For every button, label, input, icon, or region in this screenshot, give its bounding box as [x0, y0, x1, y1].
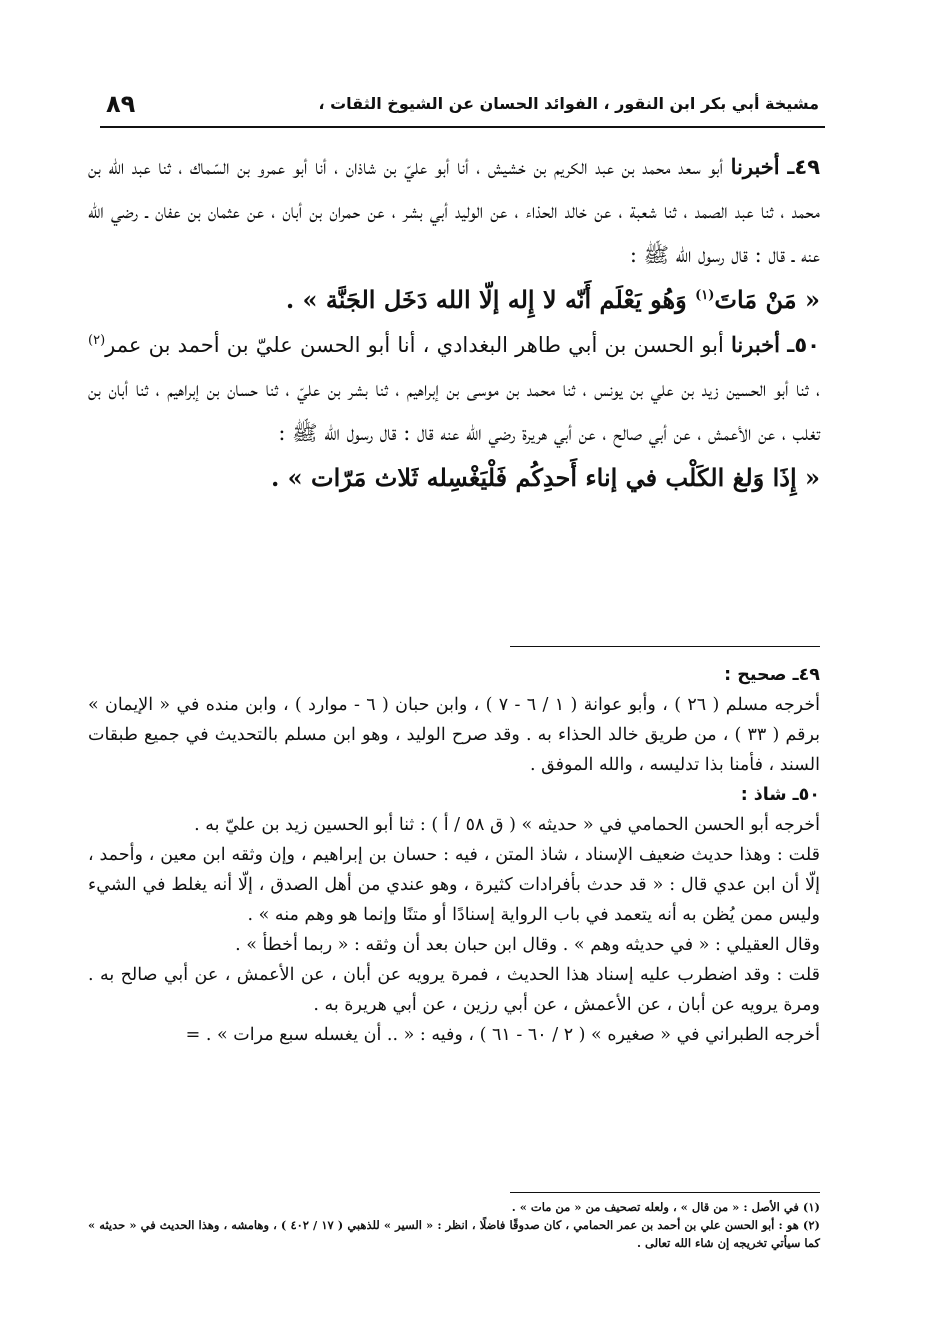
footnote-2: (٢) هو : أبو الحسن علي بن أحمد بن عمر الحمامي ، كان صدوقًا فاضلًا ، انظر : « السير » للذهبي ( ١٧ / ٤٠٢ ) ، وهامشه ، وهذا الحديث في « حديثه » كما سيأتي تخريجه إن شاء الله تعالى .	[88, 1218, 820, 1250]
commentary-line: أخرجه أبو الحسن الحمامي في « حديثه » ( ق ٥٨ / أ ) : ثنا أبو الحسين زيد بن عليّ به .	[194, 815, 820, 835]
hadith-50-matn: « إِذَا وَلغ الكَلْب في إناء أَحدِكُم فَلْيَغْسِله ثَلاث مَرّات » .	[270, 463, 820, 492]
akhbarana-word: أخبرنا	[730, 154, 780, 179]
separator-line	[510, 646, 820, 647]
commentary-line: أخرجه مسلم ( ٢٦ ) ، وأبو عوانة ( ١ / ٦ - ٧ ) ، وابن حبان ( ٦ - موارد ) ، وابن منده في « الإيمان » برقم ( ٣٣ ) ، من طريق خالد الحذاء به . وقد صرح الوليد ، وهو ابن مسلم بالتحديث في جميع طبقات السند ، فأمنا بذا تدليسه ، والله الموفق .	[88, 695, 821, 775]
hadith-number: ٤٩ـ	[787, 155, 821, 179]
commentary	[88, 660, 820, 1050]
main-text	[88, 145, 820, 501]
matn-text: « مَنْ مَاتَ	[714, 285, 820, 314]
grade-49: ٤٩ـ صحيح :	[724, 665, 820, 685]
footnote-1: (١) في الأصل : « من قال » ، ولعله تصحيف من « من مات » .	[511, 1200, 820, 1214]
commentary-line: وقال العقيلي : « في حديثه وهم » . وقال ابن حبان بعد أن وثقه : « ربما أخطأ » .	[235, 935, 820, 955]
akhbarana-word: أخبرنا	[730, 332, 780, 357]
matn-text: وَهُو يَعْلَم أَنّه لا إِله إلّا الله دَخَل الجَنَّة » .	[285, 285, 687, 314]
page-number: ٨٩	[106, 90, 136, 118]
commentary-line: قلت : وهذا حديث ضعيف الإسناد ، شاذ المتن ، فيه : حسان بن إبراهيم ، وإن وثقه ابن معين ، وأحمد ، إلّا أن ابن عدي قال : « قد حدث بأفرادات كثيرة ، وهو عندي من أهل الصدق ، إلّا أنه يغلط في الشيء وليس ممن يُظن به أنه يتعمد في باب الرواية إسنادًا أو متنًا وإنما هو وهم منه » .	[88, 845, 820, 925]
isnad-text: أبو الحسن بن أبي طاهر البغدادي ، أنا أبو الحسن عليّ بن أحمد بن عمر	[105, 333, 724, 357]
hadith-number: ٥٠ـ	[787, 333, 820, 357]
isnad-text: ، ثنا أبو الحسين زيد بن علي بن يونس ، ثنا محمد بن موسى بن إبراهيم ، ثنا بشر بن عليّ ، ثنا حسان بن إبراهيم ، ثنا أبان بن تغلب ، عن الأعمش ، عن أبي صالح ، عن أبي هريرة رضي الله عنه قال : قال رسول الله ﷺ :	[88, 377, 820, 445]
hadith-49-isnad	[88, 145, 820, 277]
footnotes	[88, 1198, 820, 1252]
hadith-50-isnad	[88, 323, 820, 455]
running-title: مشيخة أبي بكر ابن النقور ، الفوائد الحسان عن الشيوخ الثقات ،	[318, 94, 819, 113]
commentary-line: قلت : وقد اضطرب عليه إسناد هذا الحديث ، فمرة يرويه عن أبان ، عن الأعمش ، عن أبي صالح به . ومرة يرويه عن أبان ، عن الأعمش ، عن أبي رزين ، عن أبي هريرة به .	[88, 965, 820, 1015]
footnote-ref: (١)	[695, 288, 715, 303]
grade-50: ٥٠ـ شاذ :	[740, 785, 820, 805]
hadith-49-matn	[88, 277, 820, 323]
commentary-line: أخرجه الطبراني في « صغيره » ( ٢ / ٦٠ - ٦١ ) ، وفيه : « .. أن يغسله سبع مرات » . =	[185, 1025, 820, 1045]
footnote-ref: (٢)	[88, 333, 106, 348]
footnote-separator	[510, 1192, 820, 1193]
isnad-text: أبو سعد محمد بن عبد الكريم بن خشيش ، أنا أبو عليّ بن شاذان ، أنا أبو عمرو بن السّماك ، ثنا عبد الله بن محمد ، ثنا عبد الصمد ، ثنا شعبة ، عن خالد الحذاء ، عن الوليد أبي بشر ، عن حمران بن أبان ، عن عثمان بن عفان ـ رضي الله عنه ـ قال : قال رسول الله ﷺ :	[88, 155, 820, 267]
page-header	[100, 92, 825, 128]
